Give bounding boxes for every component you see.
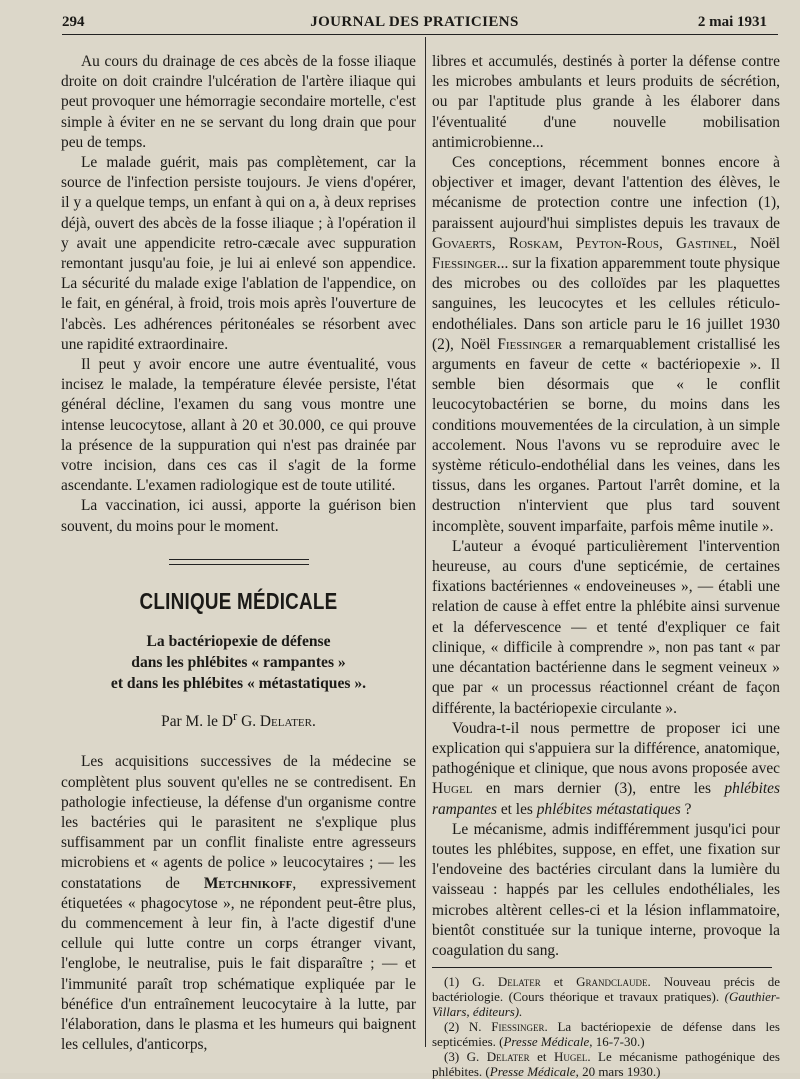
text-run: a remarquablement cristallisé les arguments en faveur de cette « bactériopexie ». Il semble bien désormais que « le conflit leucocytobactérien se borne, du moins dans les conditions mouvementées de la circulation, à un simple accolement. Nous l'avons vu se reproduire avec le système réticulo-endothélial dans les veines, dans les tissus, dans les organes. Partout l'arrêt domine, et la destruction n'intervient que plus tard souvent incomplète, souvent imparfaite, parfois même inutile ». bbox=[432, 335, 780, 535]
text-run: , bbox=[558, 234, 576, 252]
author-name: Delater bbox=[497, 974, 541, 990]
paragraph bbox=[61, 752, 416, 1055]
article-title-line: La bactériopexie de défense bbox=[146, 633, 331, 651]
author-name: Govaerts bbox=[432, 234, 492, 252]
author-name: Fiessinger bbox=[497, 335, 563, 353]
text-run: (3) G. bbox=[444, 1049, 487, 1065]
author-name: Gastinel bbox=[676, 234, 733, 252]
author-name: Hugel bbox=[432, 780, 473, 798]
text-run: , bbox=[491, 234, 509, 252]
text-run: (2) N. bbox=[444, 1019, 492, 1035]
paragraph bbox=[432, 153, 780, 537]
issue-date: 2 mai 1931 bbox=[697, 14, 767, 30]
text-run: , 20 mars 1930.) bbox=[575, 1064, 661, 1079]
author-name: Grandclaude bbox=[576, 974, 648, 990]
italic-term: phlébites rampantes bbox=[432, 780, 780, 818]
column-rule bbox=[425, 37, 426, 1047]
text-run: , expressivement étiquetées « phagocytose », ne répondent peut-être plus, du commencement à leur fin, à l'acte digestif d'une cellule qui lutte contre un corps étranger vivant, l'englobe, le neutralise, puis le fait disparaître ; — et l'immunité paraît trop schématique expliquée par le bénéfice d'un entraînement leucocytaire à la lutte, par l'élaboration, dans le plasma et les humeurs qui baignent les cellules, d'anticorps, bbox=[61, 874, 416, 1054]
text-run: Les acquisitions successives de la médecine se complètent plus souvent qu'elles ne se contredisent. En pathologie infectieuse, la défense d'un organisme contre les bactéries qui le parasitent ne s'explique plus suffisamment par un conflit finaliste entre agresseurs microbiens et « agents de police » leucocytaires ; — les constatations de bbox=[61, 753, 416, 892]
text-run: et les bbox=[496, 800, 537, 818]
text-run: et bbox=[540, 974, 577, 990]
byline-prefix: Par M. le D bbox=[161, 713, 233, 731]
section-separator bbox=[169, 559, 309, 565]
text-run: . La bactériopexie de défense dans les septicémies. ( bbox=[432, 1019, 780, 1050]
paragraph: Au cours du drainage de ces abcès de la fosse iliaque droite on doit craindre l'ulcération de l'artère iliaque qui peut provoquer une hémorragie secondaire mortelle, c'est simple à éviter en ne se servant du long drain que pour peu de temps. bbox=[61, 53, 416, 151]
author-name: Delater bbox=[486, 1049, 530, 1065]
text-run: ... sur la fixation apparemment toute physique des microbes ou des colloïdes par les plaquettes sanguines, les leucocytes et les cellules réticulo-endothéliales. Dans son article paru le 16 juillet 1930 (2), Noël bbox=[432, 255, 780, 353]
journal-name: Presse Médicale bbox=[489, 1064, 576, 1079]
text-run: . Nouveau précis de bactériologie. (Cours théorique et travaux pratiques). bbox=[432, 974, 781, 1005]
text-run: . Le mécanisme pathogénique des phlébites. ( bbox=[432, 1049, 780, 1079]
paragraph bbox=[432, 719, 780, 820]
author-name: Hugel bbox=[553, 1049, 588, 1065]
byline bbox=[61, 706, 416, 732]
author-name: Fiessinger bbox=[491, 1019, 545, 1035]
section-title: CLINIQUE MÉDICALE bbox=[139, 587, 338, 614]
paragraph: libres et accumulés, destinés à porter la défense contre les microbes ambulants et leurs produits de sécrétion, ou par l'aptitude plus grande à les élaborer dans l'éventualité d'une nouvelle mobilisation antimicrobienne... bbox=[432, 53, 780, 151]
page-number: 294 bbox=[62, 14, 85, 30]
paragraph: L'auteur a évoqué particulièrement l'intervention heureuse, au cours d'une septicémie, de certaines fixations bactériennes « endoveineuses », — établi une relation de cause à effet entre la phlébite ainsi survenue et la défervescence — et tenté d'expliquer ce fait clinique, « difficile à comprendre », non pas tant « par une décantation bactérienne dans le segment veineux » que par « un processus réactionnel créant de façon différente, la bactériopexie circulante ». bbox=[432, 537, 780, 717]
paragraph: Le malade guérit, mais pas complètement, car la source de l'infection persiste toujours. Je viens d'opérer, il y a quelque temps, un enfant à qui on a, à deux reprises déjà, ouvert des abcès de la fosse iliaque ; à l'opération il y avait une appendicite retro-cæcale avec suppuration remontant jusqu'au foie, je lui ai enlevé son appendice. La sécurité du malade exige l'ablation de l'appendice, on le fait, en général, à froid, trois mois après l'ouverture de l'abcès. Les adhérences péritonéales se résorbent avec une rapidité extraordinaire. bbox=[61, 154, 416, 353]
author-name: Fiessinger bbox=[432, 255, 497, 273]
author-name: Metchnikoff bbox=[203, 874, 293, 892]
text-run: en mars dernier (3), entre les bbox=[472, 780, 725, 798]
text-run: Voudra-t-il nous permettre de proposer ici une explication qui s'appuiera sur la différence, anatomique, pathogénique et clinique, que nous avons proposée avec bbox=[432, 719, 780, 778]
text-run: et bbox=[529, 1049, 554, 1065]
left-column bbox=[61, 52, 416, 1055]
author-name: Roskam bbox=[508, 234, 559, 252]
footnote-rule bbox=[432, 967, 772, 968]
header-rule bbox=[62, 34, 778, 35]
paragraph: Le mécanisme, admis indifféremment jusqu'ici pour toutes les phlébites, suppose, en effet, une fixation sur l'endoveine des bactéries circulant dans la lumière du vaisseau : happés par les cellules endothéliales, les microbes altèrent celles-ci et la lésion inflammatoire, bientôt constituée sur la tunique interne, provoque la coagulation du sang. bbox=[432, 820, 780, 959]
running-header bbox=[62, 10, 767, 32]
journal-title: JOURNAL DES PRATICIENS bbox=[310, 14, 519, 30]
publisher: (Gauthier-Villars, éditeurs). bbox=[432, 989, 780, 1020]
right-column bbox=[432, 52, 780, 1079]
footnote bbox=[432, 1049, 780, 1079]
text-run: ? bbox=[680, 800, 692, 818]
author-name: Peyton-Rous bbox=[575, 234, 659, 252]
byline-author: G. Delater. bbox=[237, 713, 316, 731]
byline-superscript: r bbox=[232, 709, 238, 724]
paragraph: Il peut y avoir encore une autre éventualité, vous incisez le malade, la température élevée persiste, l'état général décline, l'examen du sang vous montre une intense leucocytose, allant à 20 et 30.000, ce qui prouve la présence de la suppuration qui n'est pas drainée par votre incision, dans ces cas il s'agit de la forme ascendante. L'examen radiologique est de toute utilité. bbox=[61, 356, 416, 495]
article-title-line: dans les phlébites « rampantes » bbox=[131, 654, 346, 672]
text-run: Ces conceptions, récemment bonnes encore à objectiver et imager, devant l'attention des élèves, le mécanisme de protection contre une infection (1), paraissent aujourd'hui simplistes depuis les travaux de bbox=[432, 154, 780, 232]
text-run: , 16-7-30.) bbox=[589, 1034, 645, 1050]
text-run: , bbox=[658, 234, 677, 252]
article-title bbox=[61, 631, 416, 694]
text-run: (1) G. bbox=[444, 974, 498, 990]
footnotes bbox=[432, 974, 780, 1079]
text-run: , Noël bbox=[732, 234, 780, 252]
article-title-line: et dans les phlébites « métastatiques ». bbox=[110, 675, 367, 693]
italic-term: phlébites métastatiques bbox=[536, 800, 681, 818]
paragraph: La vaccination, ici aussi, apporte la guérison bien souvent, du moins pour le moment. bbox=[61, 497, 416, 535]
footnote bbox=[432, 974, 780, 1019]
footnote bbox=[432, 1019, 780, 1049]
journal-name: Presse Médicale bbox=[503, 1034, 590, 1050]
